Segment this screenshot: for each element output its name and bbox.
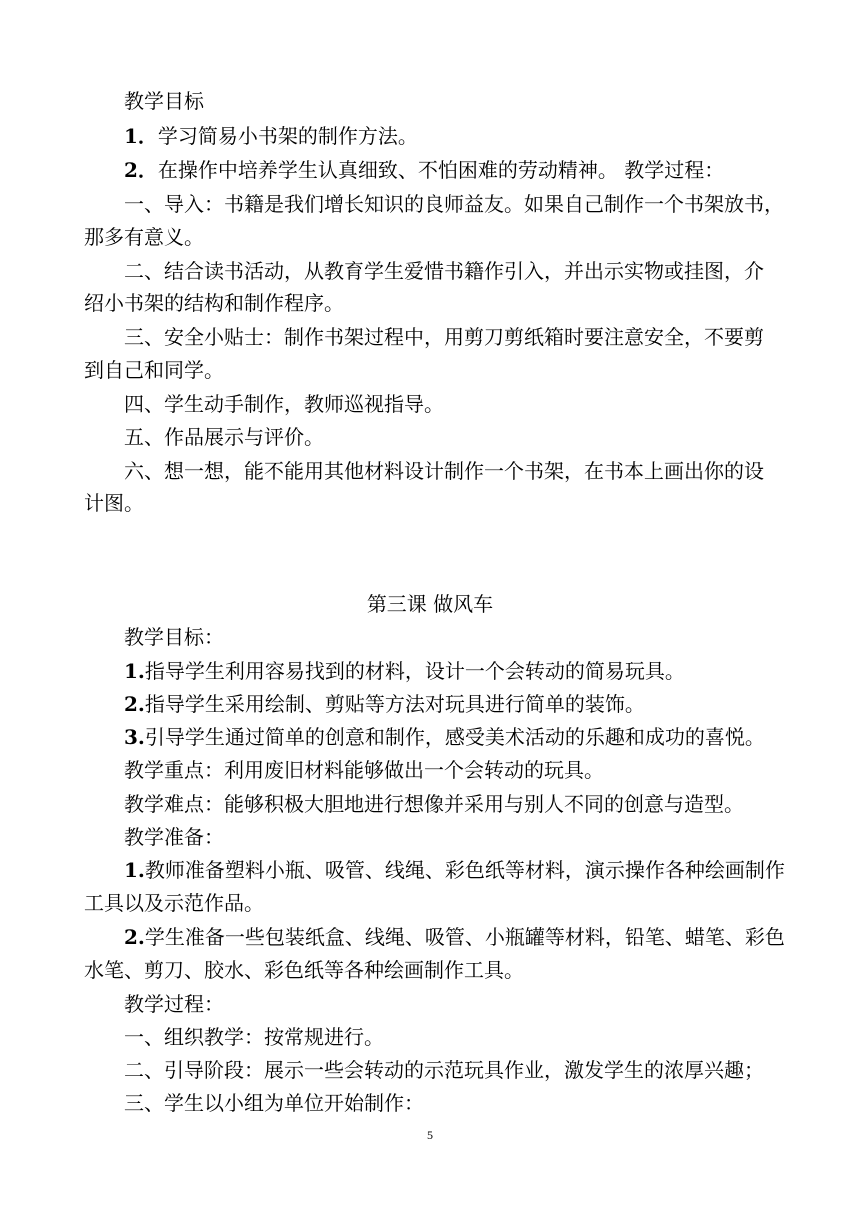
section2-prep-2-line-2: 水笔、剪刀、胶水、彩色纸等各种绘画制作工具。 [84, 958, 524, 982]
section1-step-3-line-1: 三、安全小贴士：制作书架过程中，用剪刀剪纸箱时要注意安全，不要剪 [124, 325, 764, 349]
section2-prep-1-line-1 [124, 855, 824, 885]
section1-step-4: 四、学生动手制作，教师巡视指导。 [124, 392, 444, 416]
section1-step-5: 五、作品展示与评价。 [124, 425, 324, 449]
section2-key-point: 教学重点：利用废旧材料能够做出一个会转动的玩具。 [124, 758, 604, 782]
goal-number: 1． [124, 124, 158, 148]
section2-goal-1 [124, 656, 824, 686]
goal-number: 1. [124, 659, 145, 683]
section2-prep-2-line-1 [124, 922, 824, 952]
goal-number: 2． [124, 158, 158, 182]
prep-number: 1. [124, 858, 145, 882]
section2-prep-heading: 教学准备： [124, 825, 224, 849]
section2-goal-2 [124, 689, 824, 719]
goal-text: 指导学生采用绘制、剪贴等方法对玩具进行简单的装饰。 [144, 692, 645, 716]
section1-step-6-line-1: 六、想一想，能不能用其他材料设计制作一个书架，在书本上画出你的设 [124, 459, 764, 483]
goal-number: 3. [124, 725, 145, 749]
section2-difficulty: 教学难点：能够积极大胆地进行想像并采用与别人不同的创意与造型。 [124, 792, 744, 816]
goal-text: 学习简易小书架的制作方法。 [157, 124, 418, 148]
section1-step-2-line-2: 绍小书架的结构和制作程序。 [84, 291, 344, 315]
section1-heading: 教学目标 [124, 89, 204, 113]
page-number: 5 [427, 1128, 433, 1142]
section1-step-2-line-1: 二、结合读书活动，从教育学生爱惜书籍作引入，并出示实物或挂图，介 [124, 259, 764, 283]
prep-text: 教师准备塑料小瓶、吸管、线绳、彩色纸等材料，演示操作各种绘画制作 [144, 858, 785, 882]
section2-process-heading: 教学过程： [124, 992, 224, 1016]
section1-goal-1 [124, 121, 824, 151]
goal-text: 引导学生通过简单的创意和制作，感受美术活动的乐趣和成功的喜悦。 [144, 725, 765, 749]
section1-step-1-line-2: 那多有意义。 [84, 225, 204, 249]
goal-text: 在操作中培养学生认真细致、不怕困难的劳动精神。 教学过程： [157, 158, 725, 182]
prep-number: 2. [124, 925, 145, 949]
section2-process-3: 三、学生以小组为单位开始制作： [124, 1091, 424, 1115]
section2-process-2: 二、引导阶段：展示一些会转动的示范玩具作业，激发学生的浓厚兴趣； [124, 1058, 764, 1082]
lesson-title: 第三课 做风车 [366, 592, 494, 616]
goal-text: 指导学生利用容易找到的材料，设计一个会转动的简易玩具。 [144, 659, 685, 683]
prep-text: 学生准备一些包装纸盒、线绳、吸管、小瓶罐等材料，铅笔、蜡笔、彩色 [144, 925, 785, 949]
section2-process-1: 一、组织教学：按常规进行。 [124, 1025, 384, 1049]
section1-step-1-line-1: 一、导入：书籍是我们增长知识的良师益友。如果自己制作一个书架放书， [124, 192, 784, 216]
section1-step-3-line-2: 到自己和同学。 [84, 358, 224, 382]
section2-prep-1-line-2: 工具以及示范作品。 [84, 891, 264, 915]
section1-goal-2 [124, 155, 824, 185]
section2-goal-3 [124, 722, 824, 752]
section2-goals-heading: 教学目标： [124, 625, 224, 649]
section1-step-6-line-2: 计图。 [84, 491, 144, 515]
goal-number: 2. [124, 692, 145, 716]
